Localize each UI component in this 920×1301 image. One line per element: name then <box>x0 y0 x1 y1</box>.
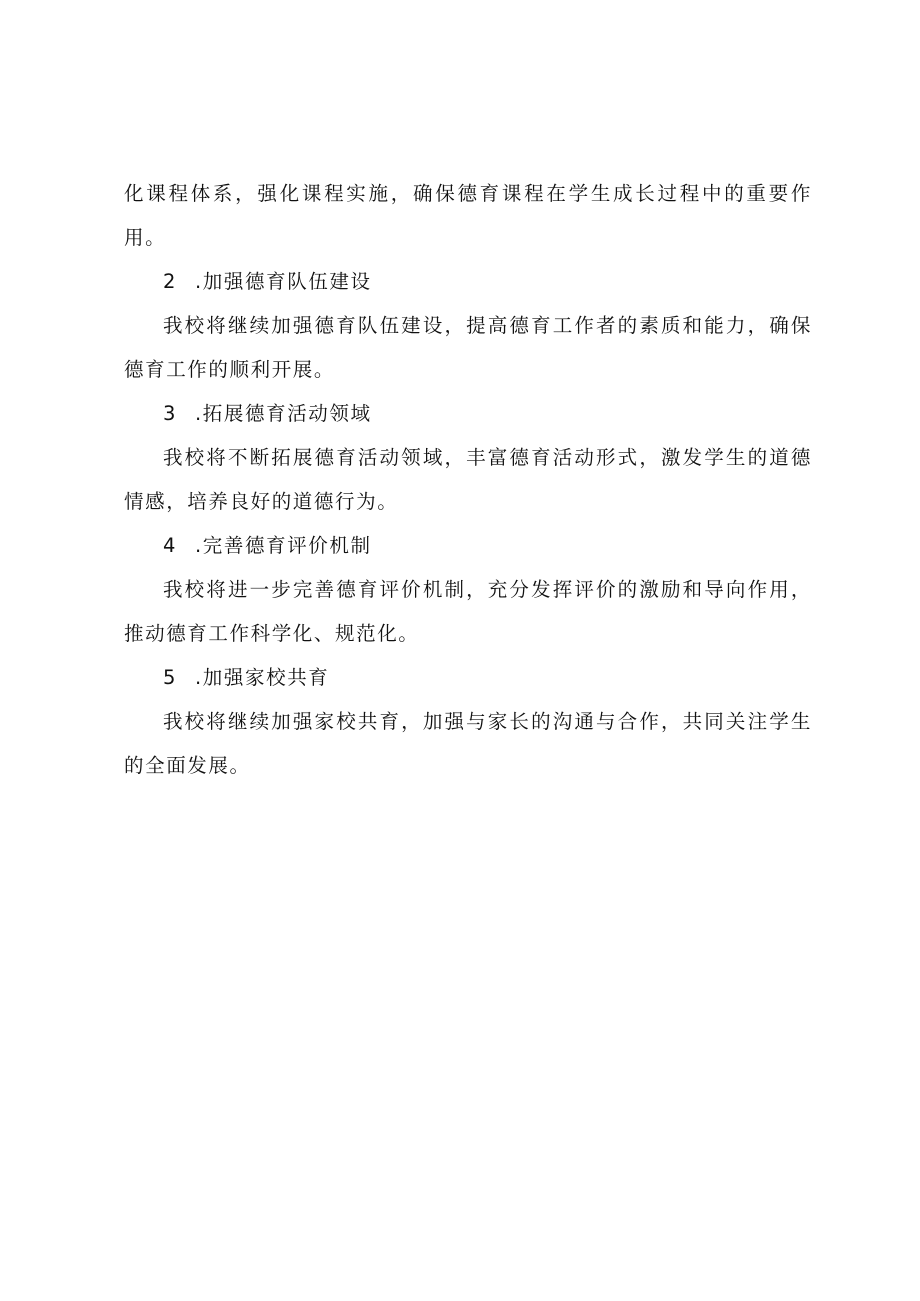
section-body-5: 我校将继续加强家校共育，加强与家长的沟通与合作，共同关注学生的全面发展。 <box>124 710 812 777</box>
section-body-2: 我校将继续加强德育队伍建设，提高德育工作者的素质和能力，确保德育工作的顺利开展。 <box>124 314 812 381</box>
section-number: 4 <box>163 534 178 557</box>
section-body-3: 我校将不断拓展德育活动领域，丰富德育活动形式，激发学生的道德情感，培养良好的道德行为。 <box>124 446 812 513</box>
section-title: .加强家校共育 <box>195 666 330 689</box>
section-heading-5 <box>124 656 812 700</box>
section-heading-4 <box>124 524 812 568</box>
section-number: 3 <box>163 402 178 425</box>
section-number: 5 <box>163 666 178 689</box>
document-body <box>124 172 812 788</box>
section-number: 2 <box>163 270 178 293</box>
section-title: .加强德育队伍建设 <box>195 270 372 293</box>
section-heading-2 <box>124 260 812 304</box>
section-title: .拓展德育活动领域 <box>195 402 372 425</box>
section-body-4: 我校将进一步完善德育评价机制，充分发挥评价的激励和导向作用，推动德育工作科学化、规范化。 <box>124 578 812 645</box>
intro-paragraph-continuation: 化课程体系，强化课程实施，确保德育课程在学生成长过程中的重要作用。 <box>124 182 812 249</box>
section-heading-3 <box>124 392 812 436</box>
section-title: .完善德育评价机制 <box>195 534 372 557</box>
